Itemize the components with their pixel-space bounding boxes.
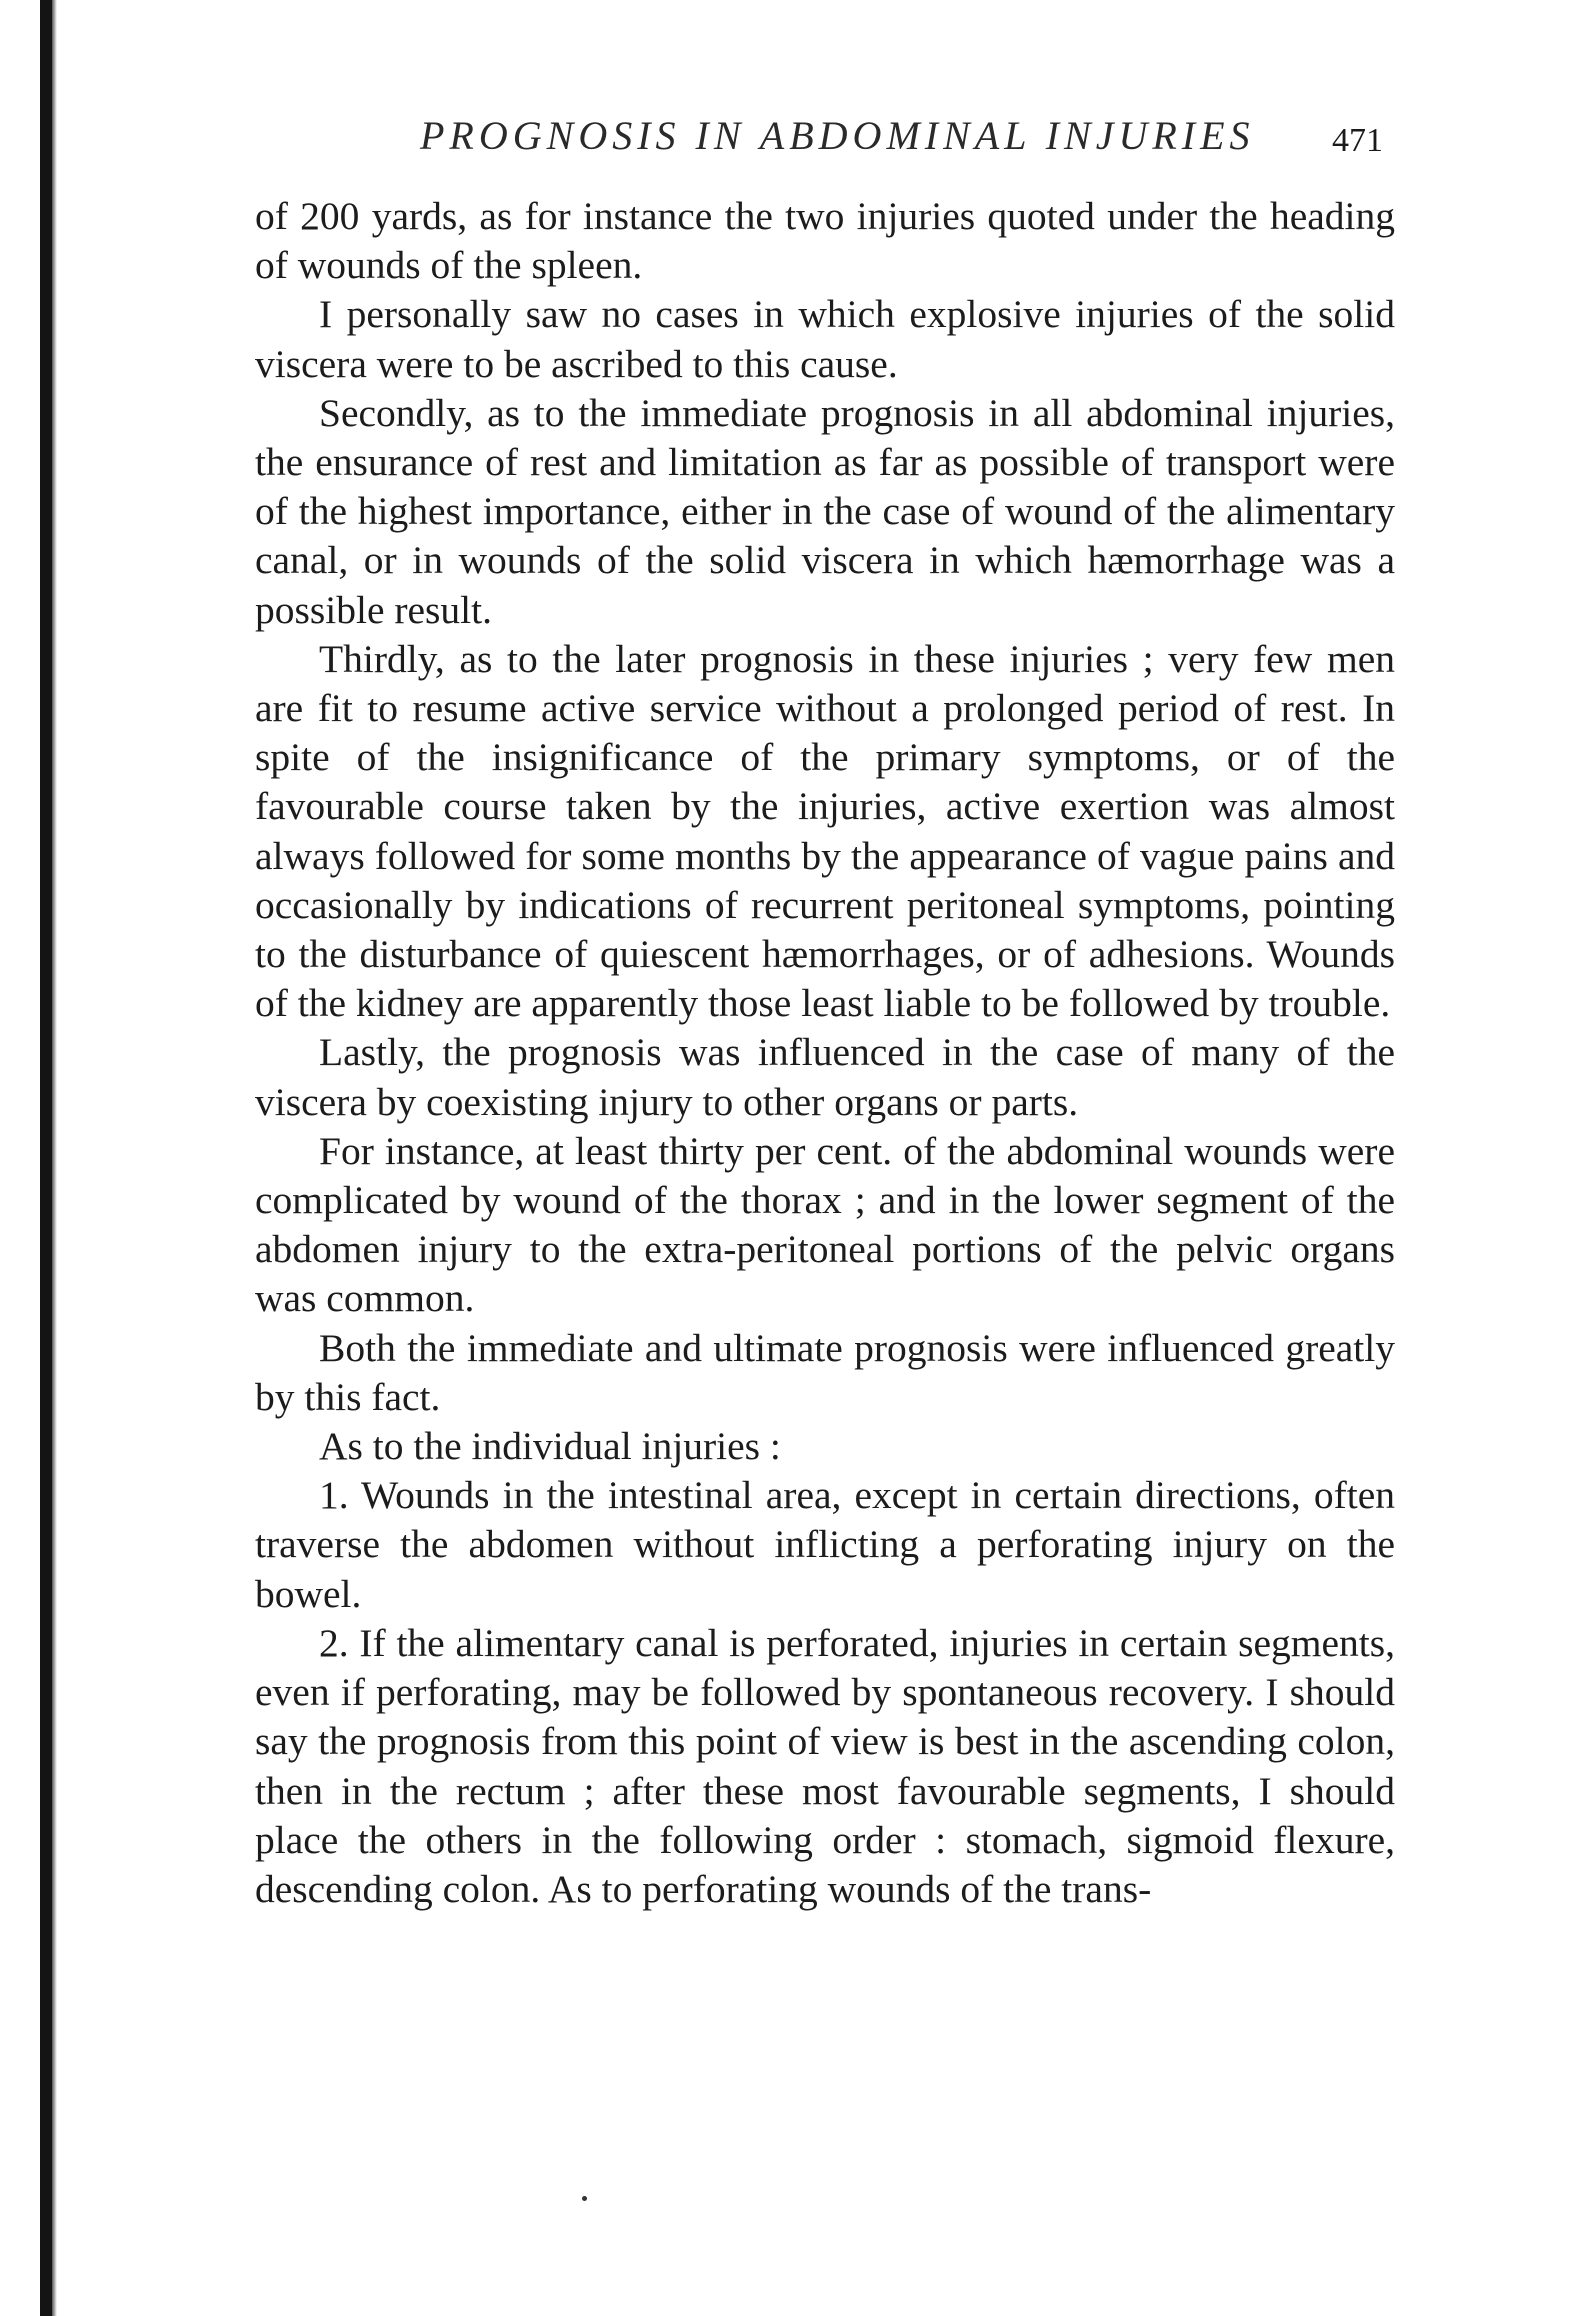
body-text: [255, 192, 1395, 1914]
paragraph-secondly: Secondly, as to the immediate prognosis in all abdominal injuries, the ensurance of rest and limitation as far as possible of transport were of the highest importance, either in the case of wound of the alimentary canal, or in wounds of the solid viscera in which hæmorrhage was a possible result.: [255, 390, 1395, 632]
paragraph-thirdly: Thirdly, as to the later prognosis in these injuries ; very few men are fit to resume active service without a prolonged period of rest. In spite of the insignificance of the primary symptoms, or of the favourable course taken by the injuries, active exertion was almost always followed for some months by the appearance of vague pains and occasionally by indications of recurrent peritoneal symptoms, pointing to the disturbance of quiescent hæmorrhages, or of adhesions. Wounds of the kidney are apparently those least liable to be followed by trouble.: [255, 636, 1395, 1026]
list-item-2: 2. If the alimentary canal is perforated, injuries in certain segments, even if perforating, may be followed by spontaneous recovery. I should say the prognosis from this point of view is best in the ascending colon, then in the rectum ; after these most favourable segments, I should place the others in the following order : stomach, sigmoid flexure, descending colon. As to perforating wounds of the trans-: [255, 1620, 1395, 1911]
paragraph-for-instance: For instance, at least thirty per cent. of the abdominal wounds were complicated by wound of the thorax ; and in the lower segment of the abdomen injury to the extra-peritoneal portions of the pelvic organs was common.: [255, 1128, 1395, 1321]
page-number: 471: [1332, 122, 1383, 159]
paragraph-explosive-injuries: I personally saw no cases in which explosive injuries of the solid viscera were to be ascribed to this cause.: [255, 292, 1395, 386]
ink-speck: [582, 2196, 587, 2201]
running-header: [0, 112, 1575, 172]
paragraph-continuation: of 200 yards, as for instance the two injuries quoted under the heading of wounds of the spleen.: [255, 194, 1395, 288]
running-title: PROGNOSIS IN ABDOMINAL INJURIES: [420, 113, 1255, 158]
list-item-1: 1. Wounds in the intestinal area, except in certain directions, often traverse the abdomen without inflicting a perforating injury on the bowel.: [255, 1473, 1395, 1616]
paragraph-both-prognosis: Both the immediate and ultimate prognosis were influenced greatly by this fact.: [255, 1325, 1395, 1419]
page-binding-edge: [40, 0, 52, 2316]
page-binding-shadow: [52, 0, 57, 2316]
paragraph-lastly: Lastly, the prognosis was influenced in the case of many of the viscera by coexisting injury to other organs or parts.: [255, 1030, 1395, 1124]
paragraph-individual-injuries: As to the individual injuries :: [319, 1424, 781, 1469]
